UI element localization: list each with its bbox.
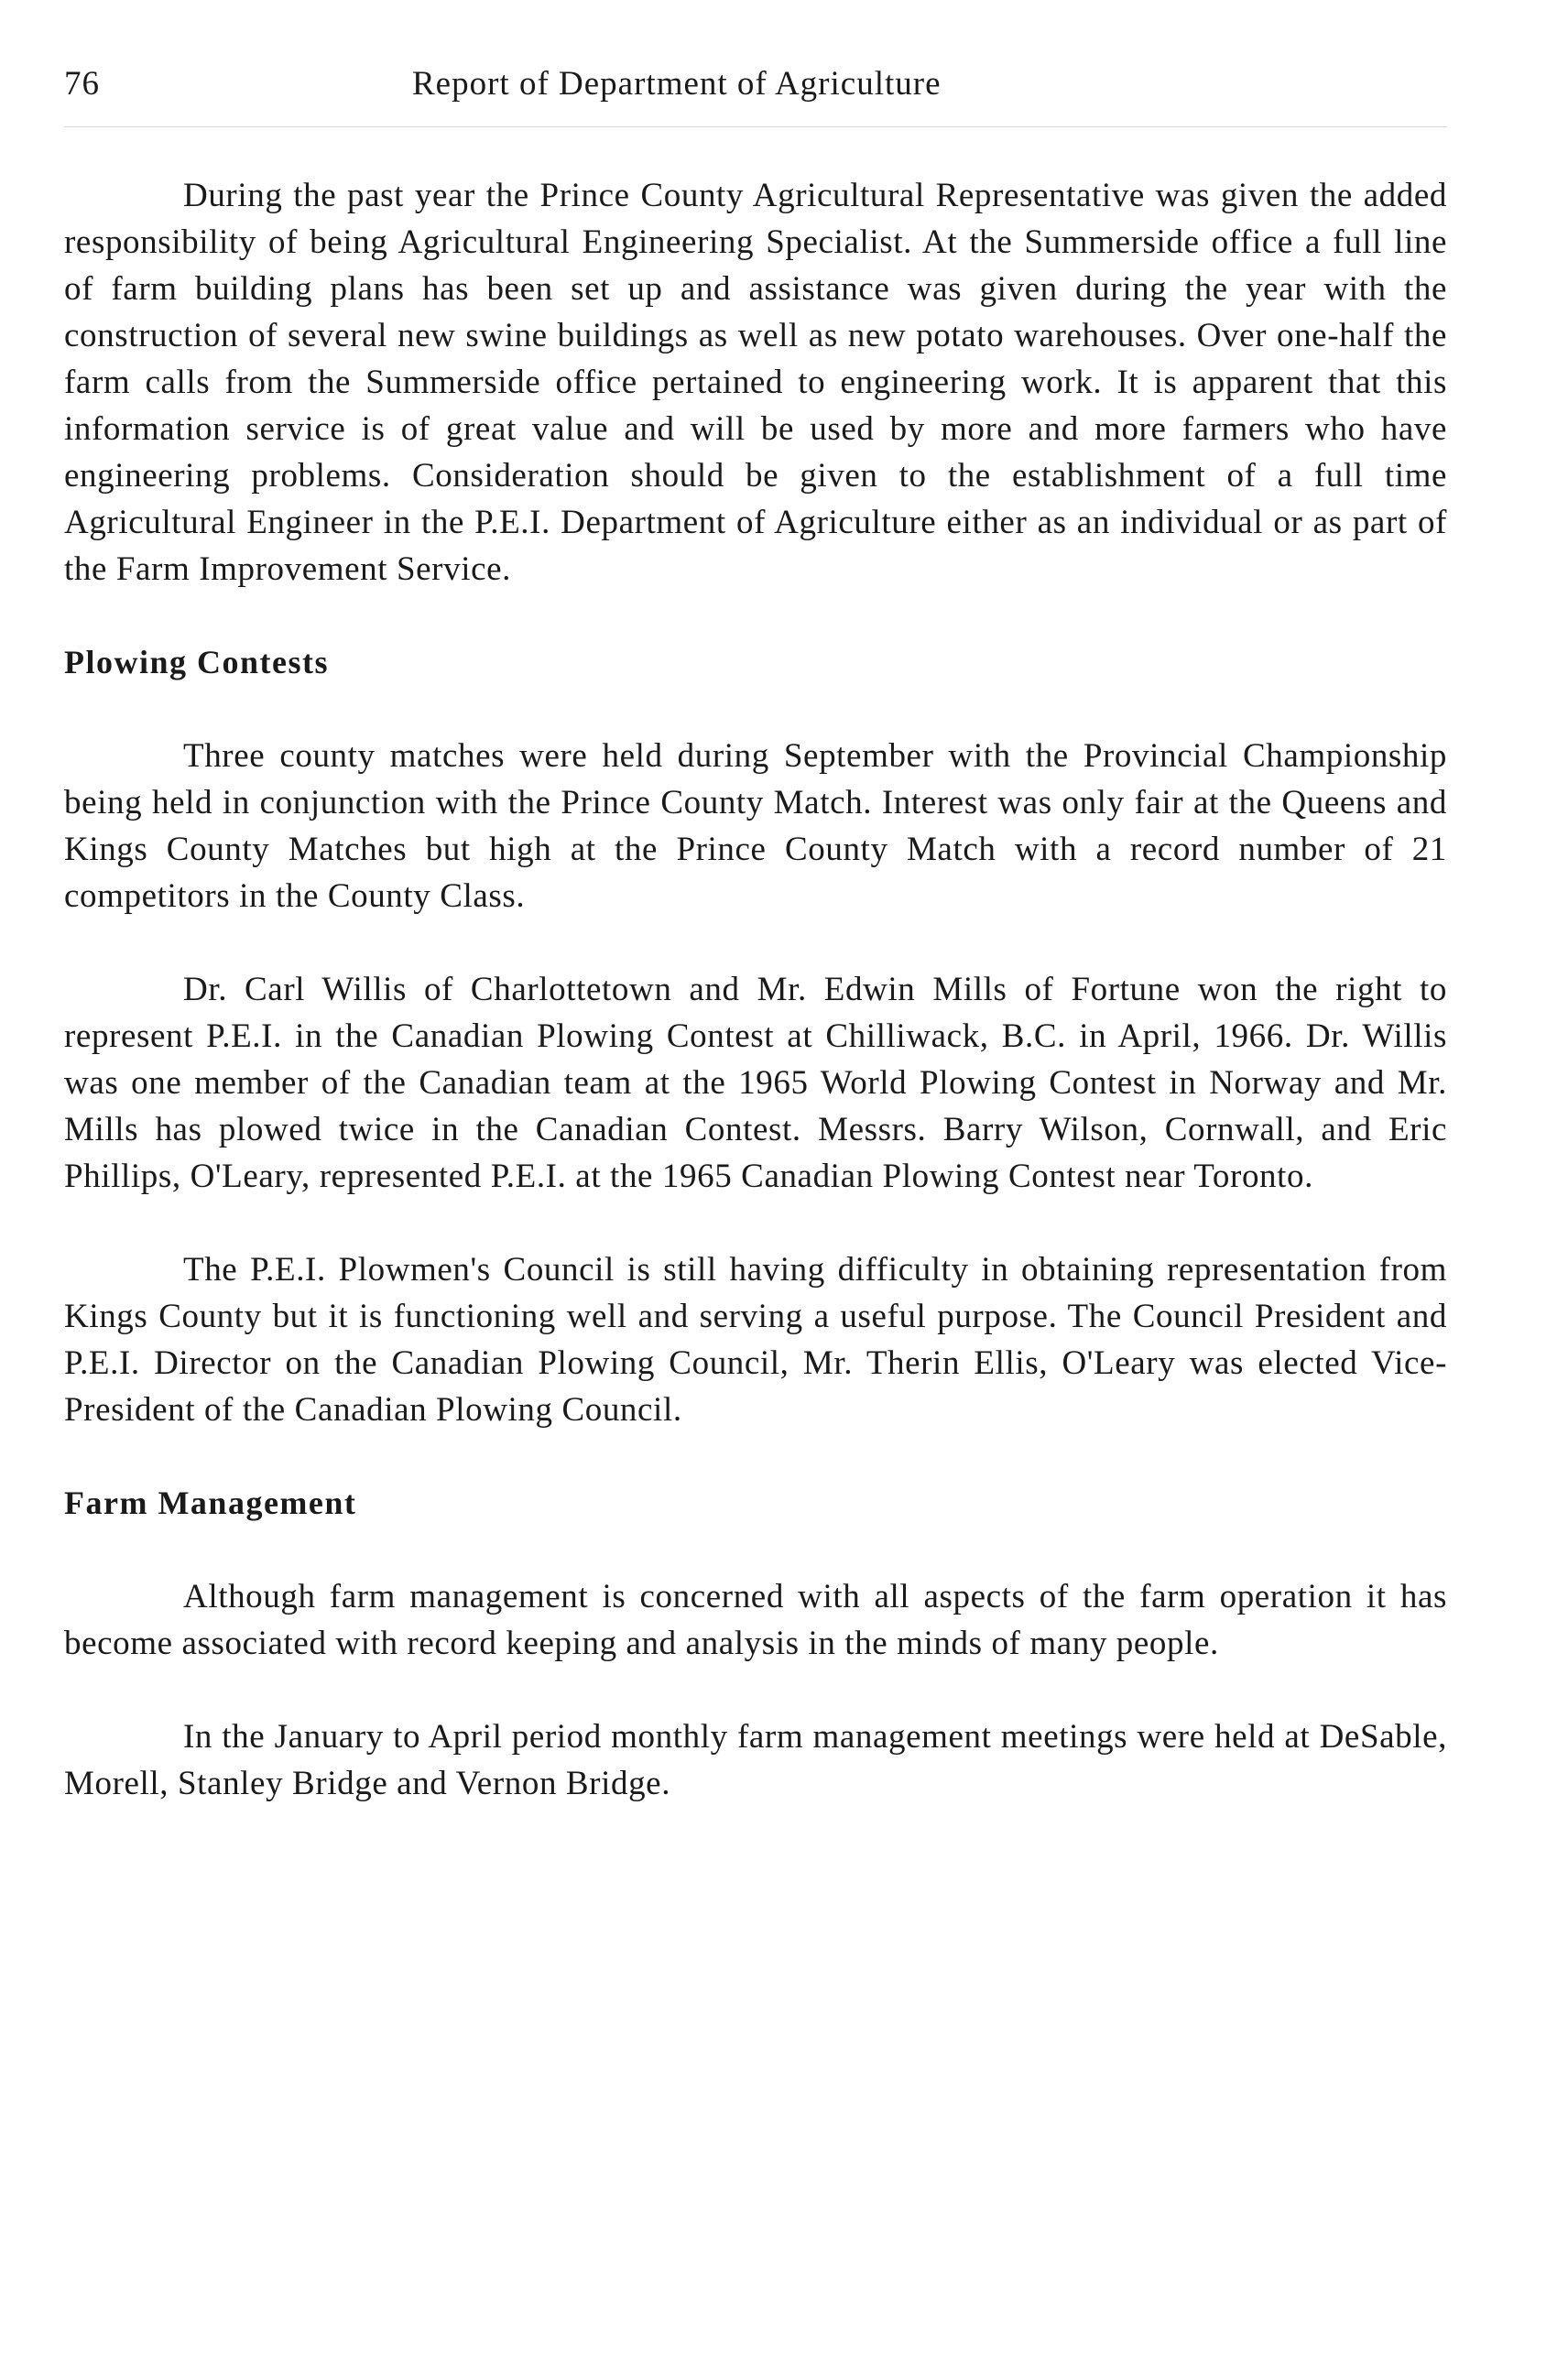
page-number: 76	[64, 65, 100, 103]
page-header	[64, 64, 1447, 119]
header-rule	[64, 126, 1447, 127]
paragraph-plowing-1: Three county matches were held during September with the Provincial Championship being held in conjunction with the Prince County Match. Interest was only fair at the Queens and Kings County Matches but high at the Prince County Match with a record number of 21 competitors in the County Class.	[64, 737, 1447, 915]
paragraph-plowing-3: The P.E.I. Plowmen's Council is still having difficulty in obtaining representation from Kings County but it is functioning well and serving a useful purpose. The Council President and P.E.I. Director on the Canadian Plowing Council, Mr. Therin Ellis, O'Leary was elected Vice-President of the Canadian Plowing Council.	[64, 1251, 1447, 1429]
section-heading-plowing: Plowing Contests	[64, 644, 330, 680]
paragraph-engineering: During the past year the Prince County Agricultural Representative was given the added responsibility of being Agricultural Engineering Specialist. At the Summerside office a full line of farm building plans has been set up and assistance was given during the year with the construction of several new swine buildings as well as new potato warehouses. Over one-half the farm calls from the Summerside office pertained to engineering work. It is apparent that this information service is of great value and will be used by more and more farmers who have engineering problems. Consideration should be given to the establishment of a full time Agricultural Engineer in the P.E.I. Department of Agriculture either as an individual or as part of the Farm Improvement Service.	[64, 177, 1447, 588]
paragraph-farm-2: In the January to April period monthly farm management meetings were held at DeSable, Morell, Stanley Bridge and Vernon Bridge.	[64, 1718, 1447, 1802]
page-body	[64, 172, 1447, 1807]
section-heading-farm-management: Farm Management	[64, 1485, 357, 1521]
running-title: Report of Department of Agriculture	[412, 65, 942, 103]
paragraph-plowing-2: Dr. Carl Willis of Charlottetown and Mr. Edwin Mills of Fortune won the right to represent P.E.I. in the Canadian Plowing Contest at Chilliwack, B.C. in April, 1966. Dr. Willis was one member of the Canadian team at the 1965 World Plowing Contest in Norway and Mr. Mills has plowed twice in the Canadian Contest. Messrs. Barry Wilson, Cornwall, and Eric Phillips, O'Leary, represented P.E.I. at the 1965 Canadian Plowing Contest near Toronto.	[64, 971, 1447, 1195]
paragraph-farm-1: Although farm management is concerned with all aspects of the farm operation it has become associated with record keeping and analysis in the minds of many people.	[64, 1578, 1447, 1662]
